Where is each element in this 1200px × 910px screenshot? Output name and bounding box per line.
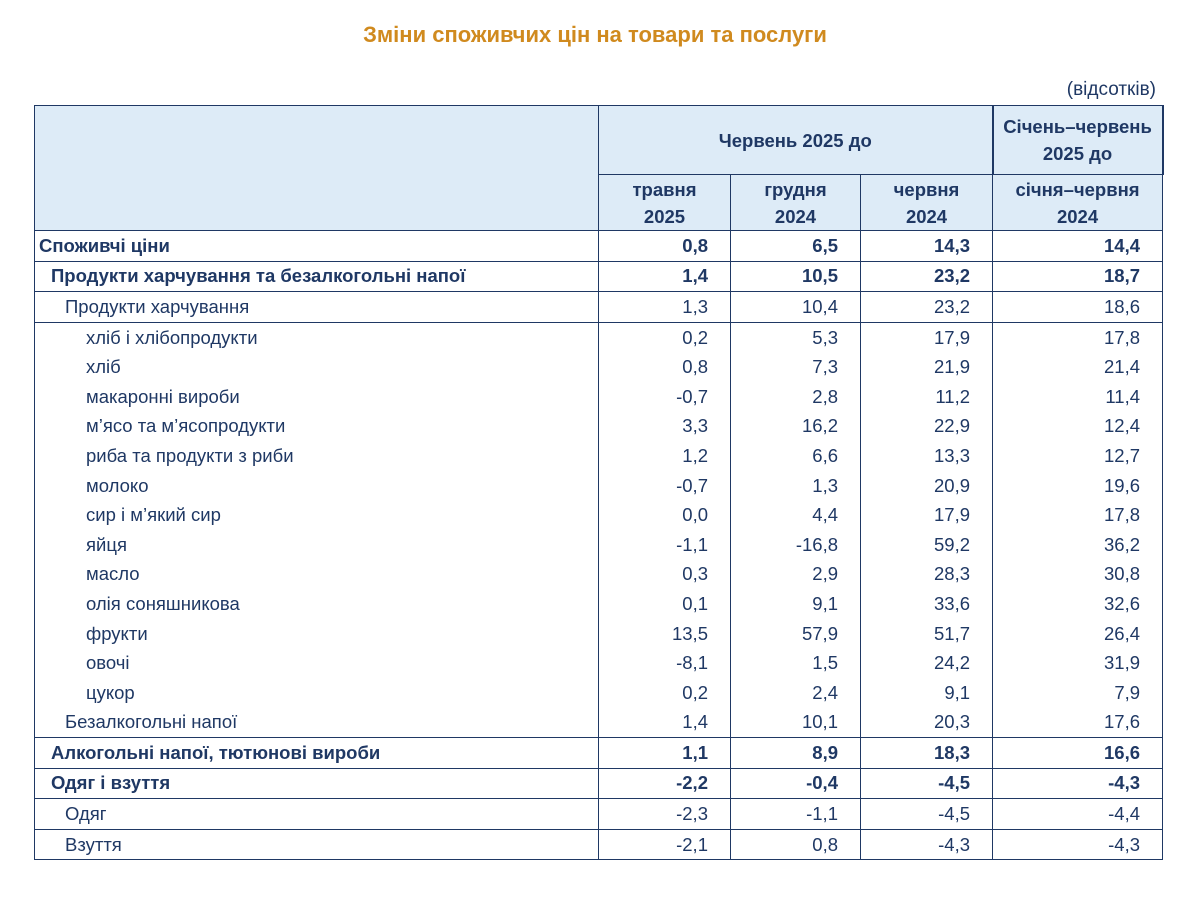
row-label: хліб: [35, 352, 599, 382]
cell-value: 0,3: [599, 560, 731, 590]
header-col-dec-line1: грудня: [764, 178, 827, 200]
header-col-june-2024: [861, 175, 993, 231]
row-label: риба та продукти з риби: [35, 441, 599, 471]
cell-value: 19,6: [993, 471, 1163, 501]
cell-value: 57,9: [731, 619, 861, 649]
table-row: [35, 500, 1163, 530]
cell-value: -0,4: [731, 768, 861, 799]
row-label: овочі: [35, 648, 599, 678]
cell-value: 18,3: [861, 738, 993, 769]
header-col-june-line2: 2024: [905, 205, 948, 227]
cell-value: -4,3: [993, 768, 1163, 799]
header-group-jan-june-2025: [993, 106, 1163, 175]
cell-value: 33,6: [861, 589, 993, 619]
table-row: [35, 412, 1163, 442]
cell-value: 0,2: [599, 322, 731, 352]
cell-value: -1,1: [731, 799, 861, 830]
header-col-jan-june-line2: 2024: [1056, 205, 1099, 227]
header-col-dec-line2: 2024: [774, 205, 817, 227]
cell-value: 10,4: [731, 292, 861, 323]
cell-value: 11,2: [861, 382, 993, 412]
cell-value: 21,4: [993, 352, 1163, 382]
cell-value: 6,6: [731, 441, 861, 471]
cell-value: 13,5: [599, 619, 731, 649]
cell-value: 8,9: [731, 738, 861, 769]
cell-value: 4,4: [731, 500, 861, 530]
row-label: Продукти харчування: [35, 292, 599, 323]
row-label: хліб і хлібопродукти: [35, 322, 599, 352]
cell-value: 17,8: [993, 322, 1163, 352]
cell-value: -2,1: [599, 829, 731, 860]
cell-value: 2,9: [731, 560, 861, 590]
cell-value: 17,9: [861, 322, 993, 352]
row-label: сир і м’який сир: [35, 500, 599, 530]
cell-value: 18,6: [993, 292, 1163, 323]
header-col-may-2025: [599, 175, 731, 231]
cell-value: 23,2: [861, 261, 993, 292]
cell-value: 10,1: [731, 708, 861, 738]
cell-value: 3,3: [599, 412, 731, 442]
cell-value: 0,2: [599, 678, 731, 708]
cell-value: 9,1: [731, 589, 861, 619]
cell-value: 23,2: [861, 292, 993, 323]
table-row: [35, 322, 1163, 352]
table-row: [35, 231, 1163, 262]
cell-value: -4,5: [861, 799, 993, 830]
table-row: [35, 530, 1163, 560]
row-label: олія соняшникова: [35, 589, 599, 619]
cell-value: -8,1: [599, 648, 731, 678]
cell-value: 11,4: [993, 382, 1163, 412]
row-label: цукор: [35, 678, 599, 708]
header-group-jan-june-line1: Січень–червень: [1003, 116, 1152, 137]
row-label: Безалкогольні напої: [35, 708, 599, 738]
table-row: [35, 738, 1163, 769]
header-group-june-2025: [599, 106, 993, 175]
cell-value: 0,8: [599, 352, 731, 382]
cell-value: 0,8: [599, 231, 731, 262]
cell-value: 12,7: [993, 441, 1163, 471]
row-label: Одяг: [35, 799, 599, 830]
cell-value: 2,8: [731, 382, 861, 412]
table-body: [35, 231, 1163, 860]
cell-value: 1,4: [599, 261, 731, 292]
table-row: [35, 441, 1163, 471]
header-col-may-line2: 2025: [643, 205, 686, 227]
header-col-jan-june-line1: січня–червня: [1015, 178, 1140, 200]
table-row: [35, 382, 1163, 412]
table-row: [35, 768, 1163, 799]
cell-value: 16,6: [993, 738, 1163, 769]
cell-value: 31,9: [993, 648, 1163, 678]
cell-value: 7,9: [993, 678, 1163, 708]
cell-value: 14,4: [993, 231, 1163, 262]
cell-value: 22,9: [861, 412, 993, 442]
header-col-dec-2024: [731, 175, 861, 231]
cell-value: -2,2: [599, 768, 731, 799]
header-col-jan-june-2024: [993, 175, 1163, 231]
header-corner: [35, 106, 599, 231]
cell-value: 0,1: [599, 589, 731, 619]
cell-value: 10,5: [731, 261, 861, 292]
cell-value: -0,7: [599, 382, 731, 412]
cell-value: 51,7: [861, 619, 993, 649]
header-col-june-line1: червня: [893, 178, 960, 200]
row-label: Алкогольні напої, тютюнові вироби: [35, 738, 599, 769]
table-row: [35, 799, 1163, 830]
cell-value: 20,9: [861, 471, 993, 501]
cell-value: 16,2: [731, 412, 861, 442]
cell-value: -1,1: [599, 530, 731, 560]
cell-value: 14,3: [861, 231, 993, 262]
row-label: фрукти: [35, 619, 599, 649]
table-row: [35, 829, 1163, 860]
cell-value: 2,4: [731, 678, 861, 708]
table-row: [35, 352, 1163, 382]
cell-value: 1,1: [599, 738, 731, 769]
cell-value: 13,3: [861, 441, 993, 471]
table-row: [35, 292, 1163, 323]
cell-value: 1,3: [599, 292, 731, 323]
cell-value: -2,3: [599, 799, 731, 830]
row-label: макаронні вироби: [35, 382, 599, 412]
row-label: Взуття: [35, 829, 599, 860]
row-label: Споживчі ціни: [35, 231, 599, 262]
cell-value: 1,4: [599, 708, 731, 738]
cell-value: -4,3: [993, 829, 1163, 860]
cell-value: 1,2: [599, 441, 731, 471]
cell-value: -16,8: [731, 530, 861, 560]
header-group-jan-june-line2: 2025 до: [1042, 143, 1113, 164]
unit-label: (відсотків): [1066, 79, 1156, 100]
cell-value: 59,2: [861, 530, 993, 560]
cell-value: 6,5: [731, 231, 861, 262]
header-col-may-line1: травня: [632, 178, 697, 200]
page-title: Зміни споживчих цін на товари та послуги: [363, 22, 827, 47]
table-row: [35, 589, 1163, 619]
row-label: Одяг і взуття: [35, 768, 599, 799]
cell-value: 12,4: [993, 412, 1163, 442]
row-label: м’ясо та м’ясопродукти: [35, 412, 599, 442]
cell-value: 0,0: [599, 500, 731, 530]
cell-value: 18,7: [993, 261, 1163, 292]
cell-value: 7,3: [731, 352, 861, 382]
cell-value: 20,3: [861, 708, 993, 738]
table-row: [35, 678, 1163, 708]
cell-value: 17,9: [861, 500, 993, 530]
table-row: [35, 648, 1163, 678]
table-row: [35, 708, 1163, 738]
table-row: [35, 619, 1163, 649]
row-label: Продукти харчування та безалкогольні напої: [35, 261, 599, 292]
cell-value: 26,4: [993, 619, 1163, 649]
cell-value: 24,2: [861, 648, 993, 678]
cell-value: -4,4: [993, 799, 1163, 830]
cell-value: 9,1: [861, 678, 993, 708]
cell-value: 32,6: [993, 589, 1163, 619]
cell-value: -0,7: [599, 471, 731, 501]
table-row: [35, 261, 1163, 292]
cell-value: 36,2: [993, 530, 1163, 560]
cell-value: 1,5: [731, 648, 861, 678]
row-label: яйця: [35, 530, 599, 560]
cell-value: 17,8: [993, 500, 1163, 530]
cell-value: 17,6: [993, 708, 1163, 738]
table-row: [35, 471, 1163, 501]
cell-value: 28,3: [861, 560, 993, 590]
cell-value: 5,3: [731, 322, 861, 352]
cell-value: -4,5: [861, 768, 993, 799]
row-label: масло: [35, 560, 599, 590]
cell-value: 21,9: [861, 352, 993, 382]
cell-value: 30,8: [993, 560, 1163, 590]
table-row: [35, 560, 1163, 590]
row-label: молоко: [35, 471, 599, 501]
price-changes-table: [34, 105, 1164, 860]
header-group-june-2025-label: Червень 2025 до: [718, 129, 872, 151]
cell-value: 1,3: [731, 471, 861, 501]
cell-value: 0,8: [731, 829, 861, 860]
cell-value: -4,3: [861, 829, 993, 860]
